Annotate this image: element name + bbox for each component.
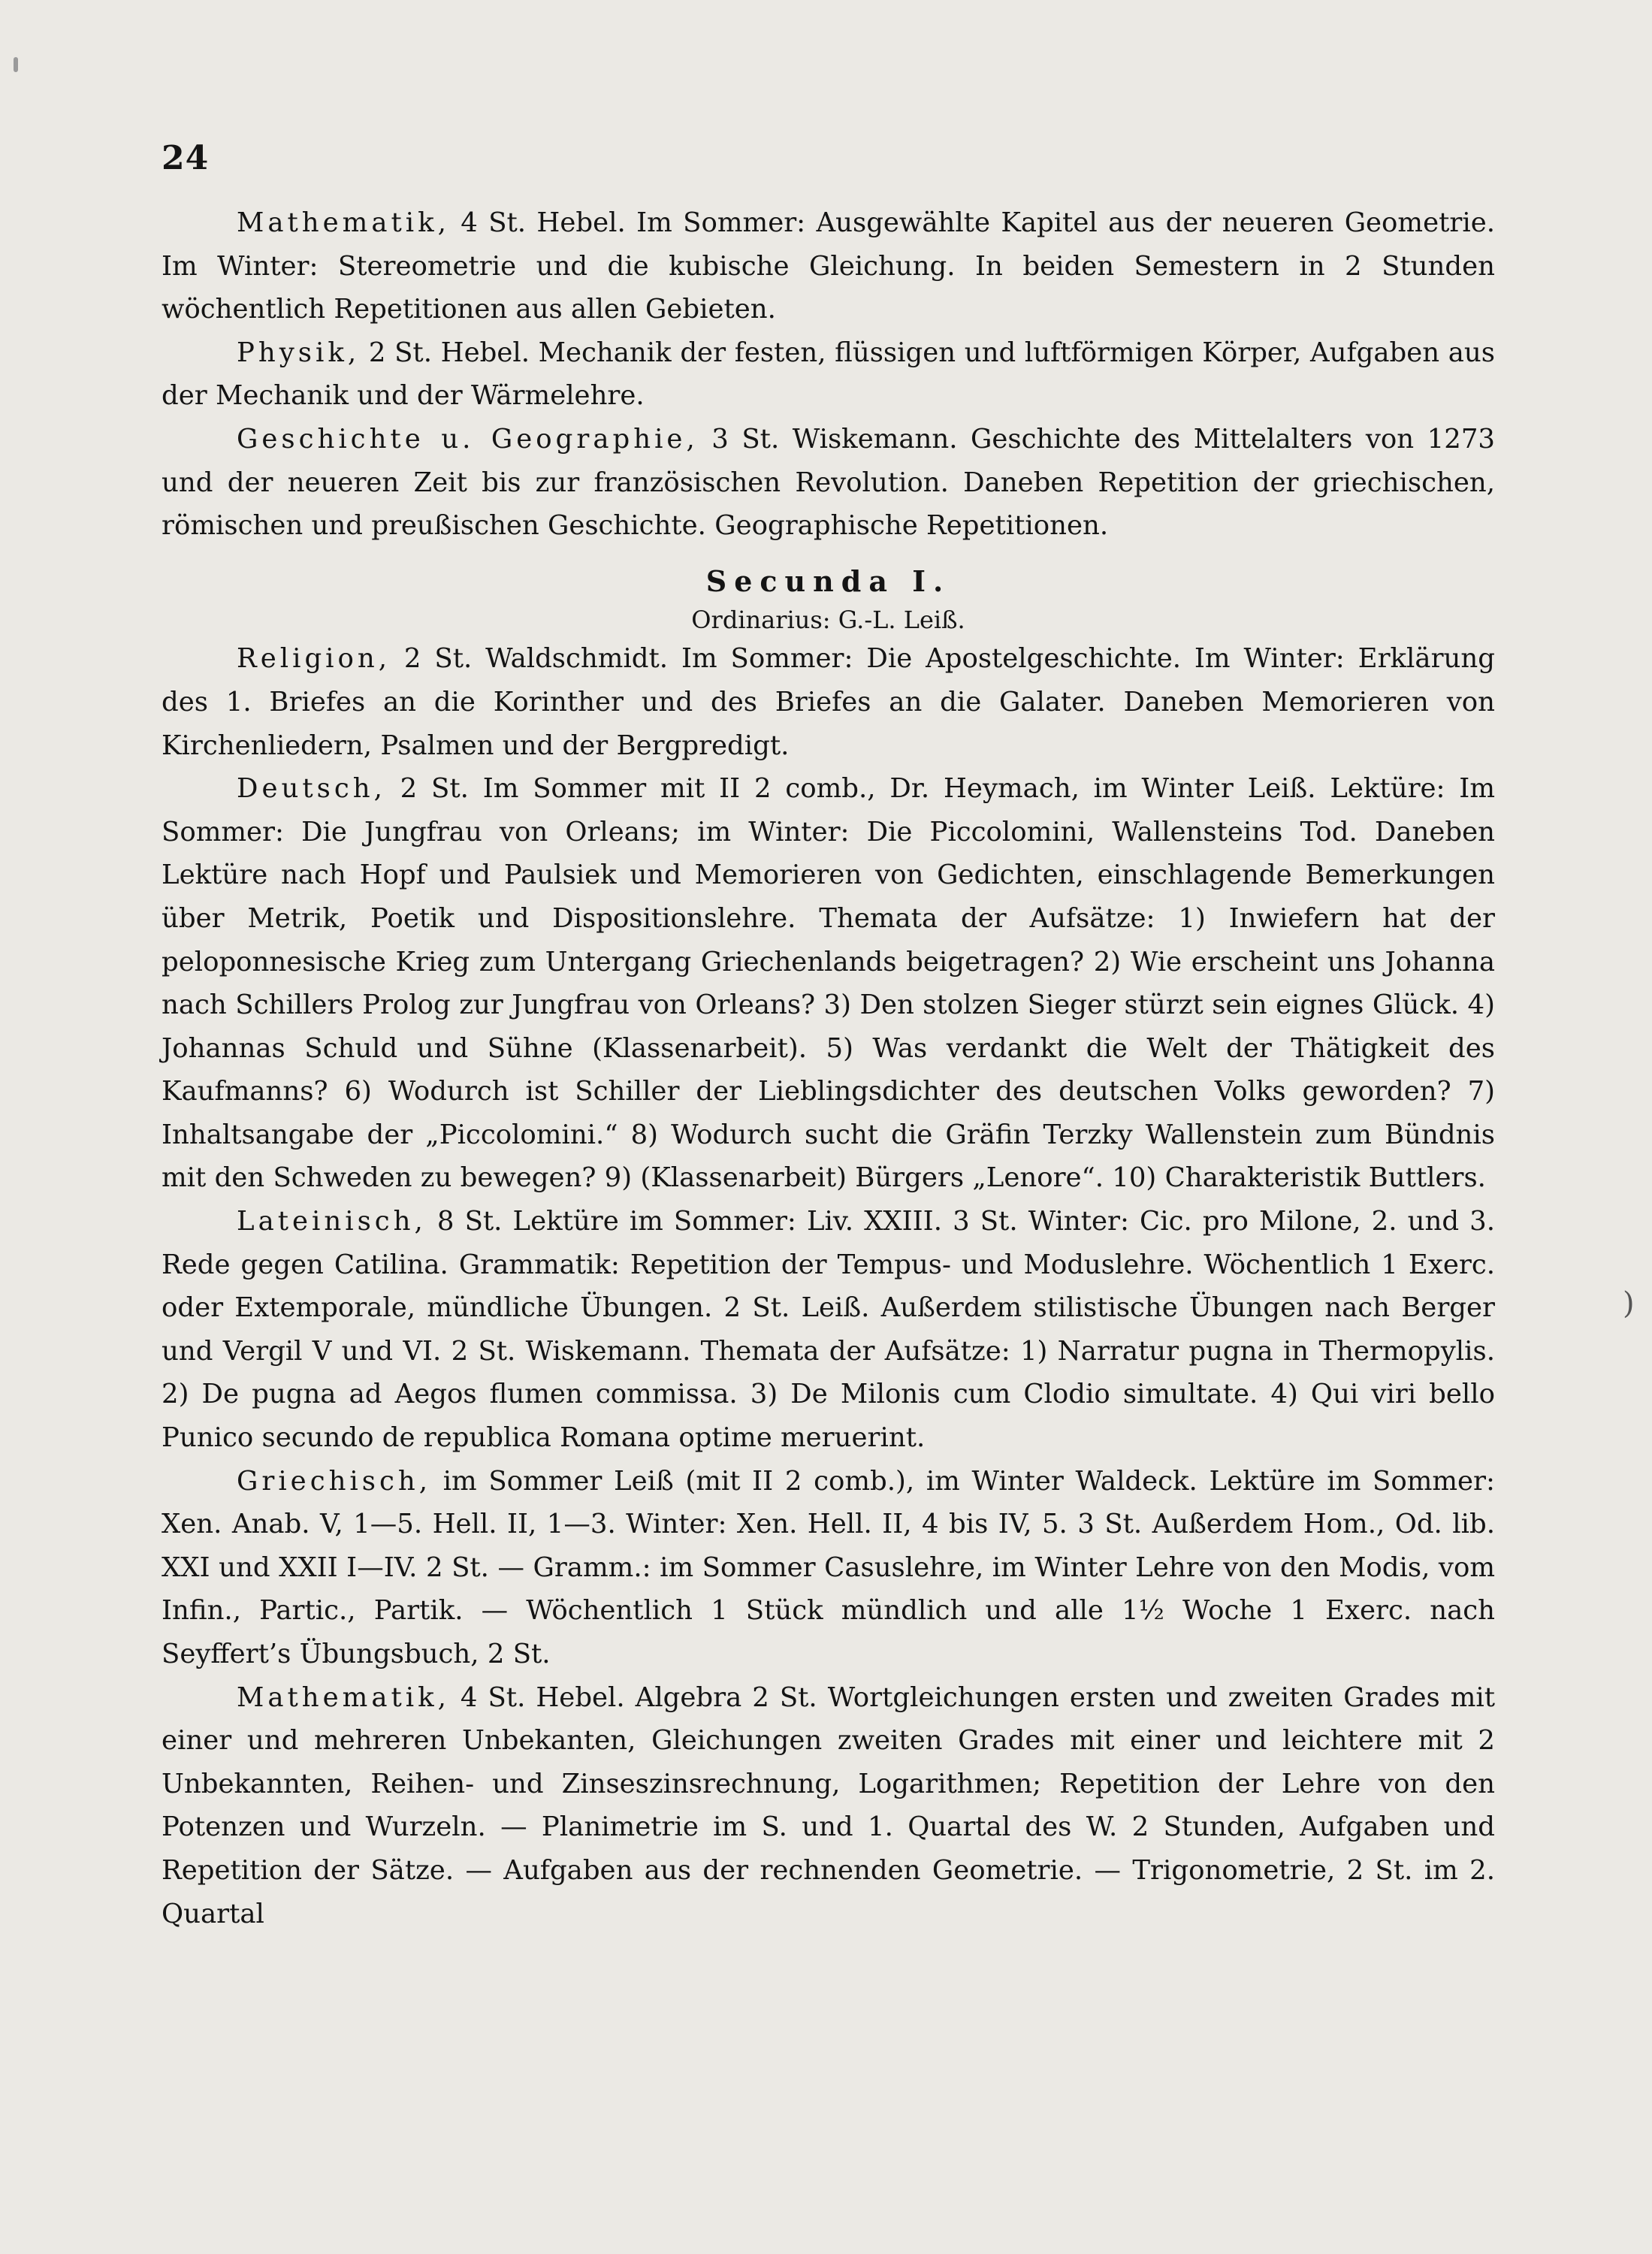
subject-heading: Lateinisch,	[237, 1206, 427, 1237]
paragraph-text: 2 St. Waldschmidt. Im Sommer: Die Apostelgeschichte. Im Winter: Erklärung des 1. Briefes an die Korinther und des Briefes an die Galater. Daneben Memorieren von Kirchenliedern, Psalmen und der Bergpredigt.	[162, 643, 1495, 761]
paragraph-text: 4 St. Hebel. Im Sommer: Ausgewählte Kapitel aus der neueren Geometrie. Im Winter: Stereometrie und die kubische Gleichung. In beiden Semestern in 2 Stunden wöchentlich Repetitionen aus allen Gebieten.	[162, 207, 1495, 325]
paragraph-geschichte	[162, 418, 1495, 548]
paragraph-lateinisch	[162, 1200, 1495, 1460]
subject-heading: Geschichte u. Geographie,	[237, 423, 699, 455]
paragraph-religion	[162, 637, 1495, 767]
subject-heading: Mathematik,	[237, 207, 450, 238]
paragraph-griechisch	[162, 1460, 1495, 1676]
paragraph-deutsch	[162, 767, 1495, 1200]
paragraph-mathematik	[162, 201, 1495, 331]
paragraph-text: 2 St. Im Sommer mit II 2 comb., Dr. Heymach, im Winter Leiß. Lektüre: Im Sommer: Die Jungfrau von Orleans; im Winter: Die Piccolomini, Wallensteins Tod. Daneben Lektüre nach Hopf und Paulsiek und Memorieren von Gedichten, einschlagende Bemerkungen über Metrik, Poetik und Dispositionslehre. Themata der Aufsätze: 1) Inwiefern hat der peloponnesische Krieg zum Untergang Griechenlands beigetragen? 2) Wie erscheint uns Johanna nach Schillers Prolog zur Jungfrau von Orleans? 3) Den stolzen Sieger stürzt sein eignes Glück. 4) Johannas Schuld und Sühne (Klassenarbeit). 5) Was verdankt die Welt der Thätigkeit des Kaufmanns? 6) Wodurch ist Schiller der Lieblingsdichter des deutschen Volks geworden? 7) Inhaltsangabe der „Piccolomini.“ 8) Wodurch sucht die Gräfin Terzky Wallenstein zum Bündnis mit den Schweden zu bewegen? 9) (Klassenarbeit) Bürgers „Lenore“. 10) Charakteristik Buttlers.	[162, 773, 1495, 1194]
paragraph-mathematik-secunda	[162, 1676, 1495, 1936]
page-number: 24	[162, 139, 210, 177]
subject-heading: Deutsch,	[237, 773, 386, 805]
scan-mark	[14, 57, 18, 72]
subject-heading: Physik,	[237, 337, 361, 368]
paragraph-text: im Sommer Leiß (mit II 2 comb.), im Winter Waldeck. Lektüre im Sommer: Xen. Anab. V, 1—5. Hell. II, 1—3. Winter: Xen. Hell. II, 4 bis IV, 5. 3 St. Außerdem Hom., Od. lib. XXI und XXII I—IV. 2 St. — Gramm.: im Sommer Casuslehre, im Winter Lehre von den Modis, vom Infin., Partic., Partik. — Wöchentlich 1 Stück mündlich und alle 1½ Woche 1 Exerc. nach Seyffert’s Übungsbuch, 2 St.	[162, 1465, 1495, 1669]
paragraph-text: 4 St. Hebel. Algebra 2 St. Wortgleichungen ersten und zweiten Grades mit einer und mehreren Unbekanten, Gleichungen zweiten Grades mit einer und leichtere mit 2 Unbekannten, Reihen- und Zinseszinsrechnung, Logarithmen; Repetition der Lehre von den Potenzen und Wurzeln. — Planimetrie im S. und 1. Quartal des W. 2 Stunden, Aufgaben und Repetition der Sätze. — Aufgaben aus der rechnenden Geometrie. — Trigonometrie, 2 St. im 2. Quartal	[162, 1681, 1495, 1929]
paragraph-text: 3 St. Wiskemann. Geschichte des Mittelalters von 1273 und der neueren Zeit bis zur französischen Revolution. Daneben Repetition der griechischen, römischen und preußischen Geschichte. Geographische Repetitionen.	[162, 423, 1495, 542]
section-ordinarius: Ordinarius: G.-L. Leiß.	[691, 606, 965, 635]
paragraph-text: 2 St. Hebel. Mechanik der festen, flüssigen und luftförmigen Körper, Aufgaben aus der Mechanik und der Wärmelehre.	[162, 337, 1495, 412]
paragraph-physik	[162, 331, 1495, 418]
margin-mark: )	[1623, 1286, 1635, 1321]
body-text	[162, 201, 1495, 1935]
section-title: Secunda I.	[705, 564, 951, 598]
paragraph-text: 8 St. Lektüre im Sommer: Liv. XXIII. 3 St. Winter: Cic. pro Milone, 2. und 3. Rede gegen Catilina. Grammatik: Repetition der Tempus- und Moduslehre. Wöchentlich 1 Exerc. oder Extemporale, mündliche Übungen. 2 St. Leiß. Außerdem stilistische Übungen nach Berger und Vergil V und VI. 2 St. Wiskemann. Themata der Aufsätze: 1) Narratur pugna in Thermopylis. 2) De pugna ad Aegos flumen commissa. 3) De Milonis cum Clodio simultate. 4) Qui viri bello Punico secundo de republica Romana optime meruerint.	[162, 1206, 1495, 1454]
subject-heading: Griechisch,	[237, 1465, 432, 1497]
subject-heading: Religion,	[237, 643, 391, 675]
subject-heading: Mathematik,	[237, 1681, 450, 1713]
